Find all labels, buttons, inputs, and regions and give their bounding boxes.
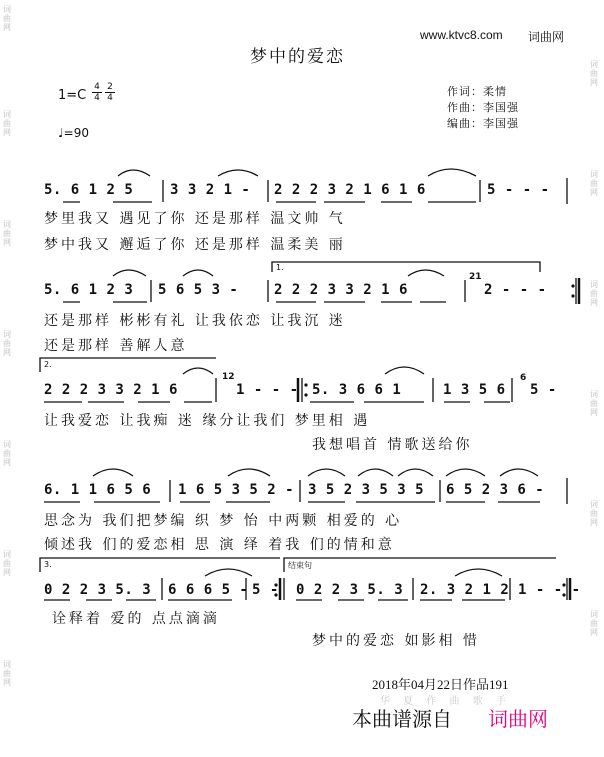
- source-label: 本曲谱源自: [352, 707, 452, 731]
- watermark-char: 网: [3, 23, 11, 32]
- system3-measure1: 2 2 2 3 3 2 1 6: [44, 382, 178, 398]
- system2-measure1: 5. 6 1 2 3: [44, 282, 134, 298]
- watermark-char: 词: [590, 60, 598, 69]
- system2-measure3: 2 2 2 3 3 2 1 6: [274, 282, 408, 298]
- watermark-char: 曲: [590, 289, 598, 298]
- system1-measure2: 3 3 2 1 -: [170, 182, 251, 198]
- system5-measure3: 5 -: [252, 582, 279, 598]
- system3-measure5: 5 -: [530, 382, 557, 398]
- system2-lyrics-verse2: 还是那样 善解人意: [44, 338, 188, 354]
- lyricist: 作词：柔情: [447, 85, 507, 98]
- system1-measure3: 2 2 2 3 2 1 6 1 6: [274, 182, 426, 198]
- system5-measure1: 0 2 2 3 5. 3: [44, 582, 152, 598]
- system4-measure2: 1 6 5 3 5 2 -: [178, 482, 295, 498]
- watermark-char: 网: [3, 458, 11, 467]
- watermark-char: 网: [3, 348, 11, 357]
- watermark-char: 曲: [590, 509, 598, 518]
- watermark-char: 词: [3, 330, 11, 339]
- system4-measure3: 3 5 2 3 5 3 5: [308, 482, 425, 498]
- watermark-char: 词: [590, 170, 598, 179]
- watermark-char: 网: [3, 568, 11, 577]
- system4-measure4: 6 5 2 3 6 -: [446, 482, 545, 498]
- system5-measure5: 2. 3 2 1 2: [420, 582, 510, 598]
- source-site-link[interactable]: 词曲网: [488, 707, 548, 731]
- watermark-char: 网: [590, 628, 598, 637]
- watermark-char: 词: [590, 390, 598, 399]
- system5-measure4: 0 2 2 3 5. 3: [296, 582, 404, 598]
- watermark-char: 曲: [3, 669, 11, 678]
- watermark-char: 网: [3, 678, 11, 687]
- system1-lyrics-verse1: 梦里我又 遇见了你 还是那样 温文帅 气: [44, 211, 346, 227]
- system1-measure1: 5. 6 1 2 5: [44, 182, 134, 198]
- grace-notes: 21: [469, 272, 482, 282]
- watermark-char: 曲: [3, 14, 11, 23]
- header-site-name[interactable]: 词曲网: [528, 30, 565, 44]
- watermark-char: 词: [3, 660, 11, 669]
- system5-lyrics-verse2: 梦中的爱恋 如影相 惜: [312, 633, 480, 649]
- watermark-char: 词: [590, 610, 598, 619]
- key-signature: 1=C: [58, 88, 87, 103]
- watermark-char: 曲: [3, 449, 11, 458]
- watermark-char: 网: [3, 128, 11, 137]
- volta-3-label: 3.: [44, 560, 52, 569]
- watermark-char: 曲: [3, 229, 11, 238]
- volta-2-label: 2.: [44, 360, 52, 369]
- system3-lyrics-verse1: 让我爱恋 让我痴 迷 缘分让我们 梦里相 遇: [44, 413, 371, 429]
- ending-label: 结束句: [288, 561, 312, 570]
- header-url[interactable]: www.ktvc8.com: [420, 28, 503, 42]
- watermark-char: 词: [590, 280, 598, 289]
- watermark-char: 网: [3, 238, 11, 247]
- watermark-char: 网: [590, 78, 598, 87]
- watermark-char: 词: [3, 5, 11, 14]
- system4-measure1: 6. 1 1 6 5 6: [44, 482, 152, 498]
- volta-1-label: 1.: [276, 263, 284, 272]
- watermark-char: 曲: [3, 559, 11, 568]
- watermark-char: 曲: [590, 619, 598, 628]
- composition-date: 2018年04月22日作品191: [372, 677, 509, 692]
- system2-lyrics-verse1: 还是那样 彬彬有礼 让我依恋 让我沉 迷: [44, 313, 346, 329]
- watermark-char: 曲: [590, 69, 598, 78]
- watermark-char: 网: [590, 518, 598, 527]
- watermark-char: 词: [3, 440, 11, 449]
- watermark-char: 词: [590, 500, 598, 509]
- quarter-note-icon: ♩: [58, 126, 64, 140]
- system2-measure2: 5 6 5 3 -: [158, 282, 239, 298]
- watermark-char: 网: [590, 408, 598, 417]
- watermark-char: 曲: [3, 119, 11, 128]
- watermark-char: 词: [3, 550, 11, 559]
- system5-lyrics-verse1: 诠释着 爱的 点点滴滴: [52, 611, 220, 627]
- meter-top: 4: [92, 82, 102, 93]
- system3-measure4: 1 3 5 6: [443, 382, 506, 398]
- watermark-char: 曲: [3, 339, 11, 348]
- meter-bottom: 4: [94, 93, 100, 103]
- watermark-char: 词: [3, 110, 11, 119]
- system2-measure4: 2 - - -: [484, 282, 547, 298]
- meter-bottom: 4: [107, 93, 113, 103]
- watermark-char: 曲: [590, 179, 598, 188]
- song-title: 梦中的爱恋: [250, 47, 345, 67]
- system4-lyrics-verse2: 倾述我 们的爱恋相 思 演 绎 着我 们的情和意: [44, 537, 395, 553]
- grace-notes: 12: [222, 372, 235, 382]
- watermark-char: 曲: [590, 399, 598, 408]
- arranger: 编曲：李国强: [447, 117, 519, 130]
- watermark-char: 词: [3, 220, 11, 229]
- system1-lyrics-verse2: 梦中我又 邂逅了你 还是那样 温柔美 丽: [44, 237, 346, 253]
- system5-measure6: 1 - - -: [518, 582, 581, 598]
- tempo-value: =90: [63, 126, 89, 140]
- watermark-char: 网: [590, 188, 598, 197]
- system1-measure4: 5 - - -: [487, 182, 550, 198]
- meter-top: 2: [105, 82, 115, 93]
- watermark-char: 网: [590, 298, 598, 307]
- system4-lyrics-verse1: 思念为 我们把梦编 织 梦 怡 中两颗 相爱的 心: [44, 513, 403, 529]
- system3-lyrics-verse2: 我想唱首 情歌送给你: [312, 437, 473, 453]
- composer: 作曲：李国强: [447, 101, 519, 114]
- system3-measure2: 1 - - -: [236, 382, 299, 398]
- system5-measure2: 6 6 6 5 -: [168, 582, 249, 598]
- faint-text: 华 夏 作 曲 歌 手: [380, 696, 511, 707]
- grace-note: 6: [520, 373, 527, 383]
- system3-measure3: 5. 3 6 6 1: [312, 382, 402, 398]
